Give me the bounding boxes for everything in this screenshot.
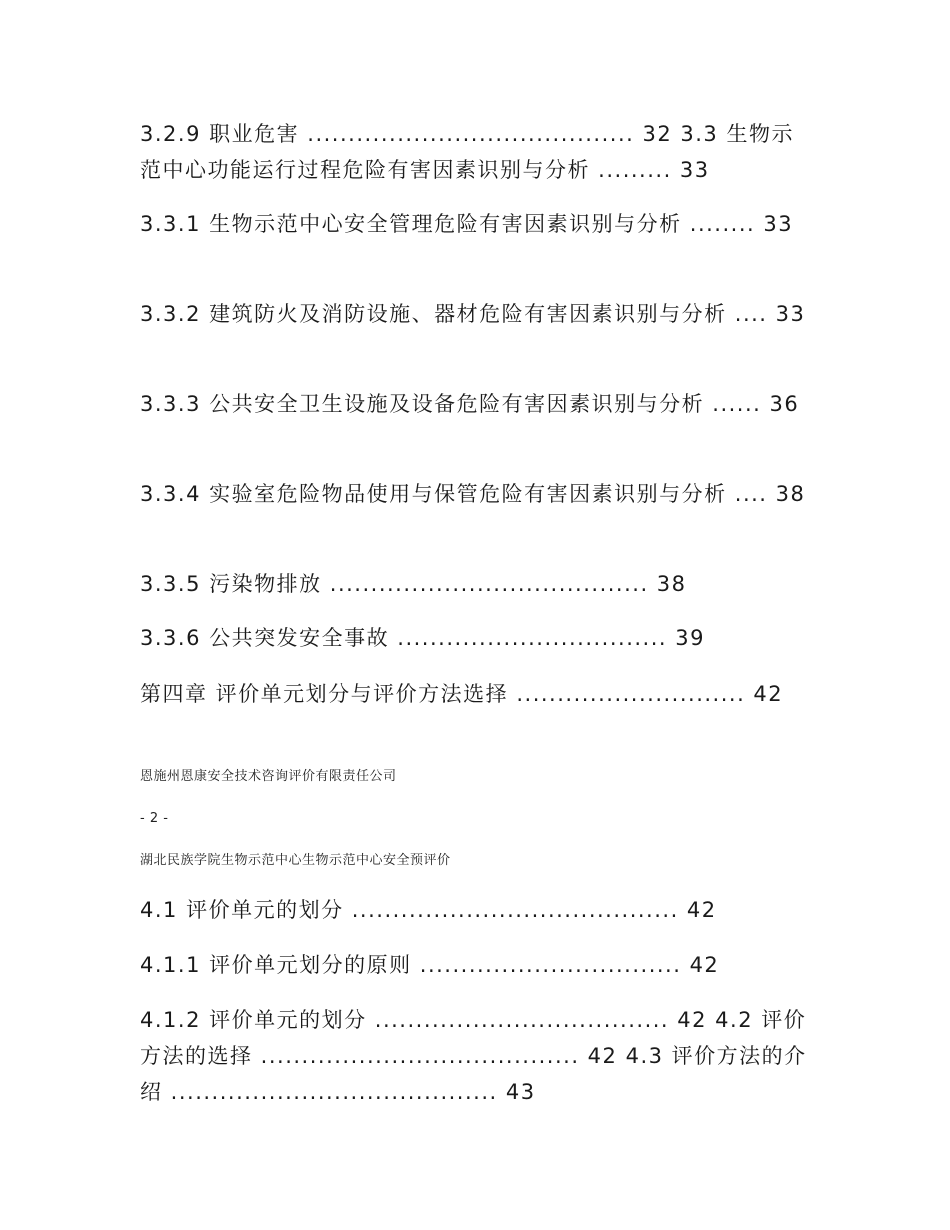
toc-entry-3-3-3: 3.3.3 公共安全卫生设施及设备危险有害因素识别与分析 ...... 36 bbox=[140, 392, 800, 416]
toc-entry-3-2-9: 3.2.9 职业危害 ........................................ 32 3.3 生物示范中心功能运行过程危险有害因素识别与分析 ......... 33 bbox=[140, 122, 794, 182]
page-number: - 2 - bbox=[140, 811, 169, 826]
toc-entry-3-3-5: 3.3.5 污染物排放 ....................................... 38 bbox=[140, 572, 687, 596]
toc-entry-chapter-4: 第四章 评价单元划分与评价方法选择 ............................ 42 bbox=[140, 682, 784, 706]
footer-company: 恩施州恩康安全技术咨询评价有限责任公司 bbox=[140, 769, 397, 784]
toc-entry-4-1-2: 4.1.2 评价单元的划分 .................................... 42 4.2 评价方法的选择 ....................................... 42 4.3 评价方法的介绍 ........................................ 43 bbox=[140, 1008, 807, 1104]
toc-entry-4-1-1: 4.1.1 评价单元划分的原则 ................................ 42 bbox=[140, 953, 720, 977]
toc-entry-4-1: 4.1 评价单元的划分 ........................................ 42 bbox=[140, 898, 717, 922]
header-title: 湖北民族学院生物示范中心生物示范中心安全预评价 bbox=[140, 853, 451, 868]
toc-entry-3-3-1: 3.3.1 生物示范中心安全管理危险有害因素识别与分析 ........ 33 bbox=[140, 212, 794, 236]
toc-entry-3-3-6: 3.3.6 公共突发安全事故 ................................. 39 bbox=[140, 626, 705, 650]
toc-entry-3-3-4: 3.3.4 实验室危险物品使用与保管危险有害因素识别与分析 .... 38 bbox=[140, 482, 806, 506]
toc-entry-3-3-2: 3.3.2 建筑防火及消防设施、器材危险有害因素识别与分析 .... 33 bbox=[140, 302, 806, 326]
